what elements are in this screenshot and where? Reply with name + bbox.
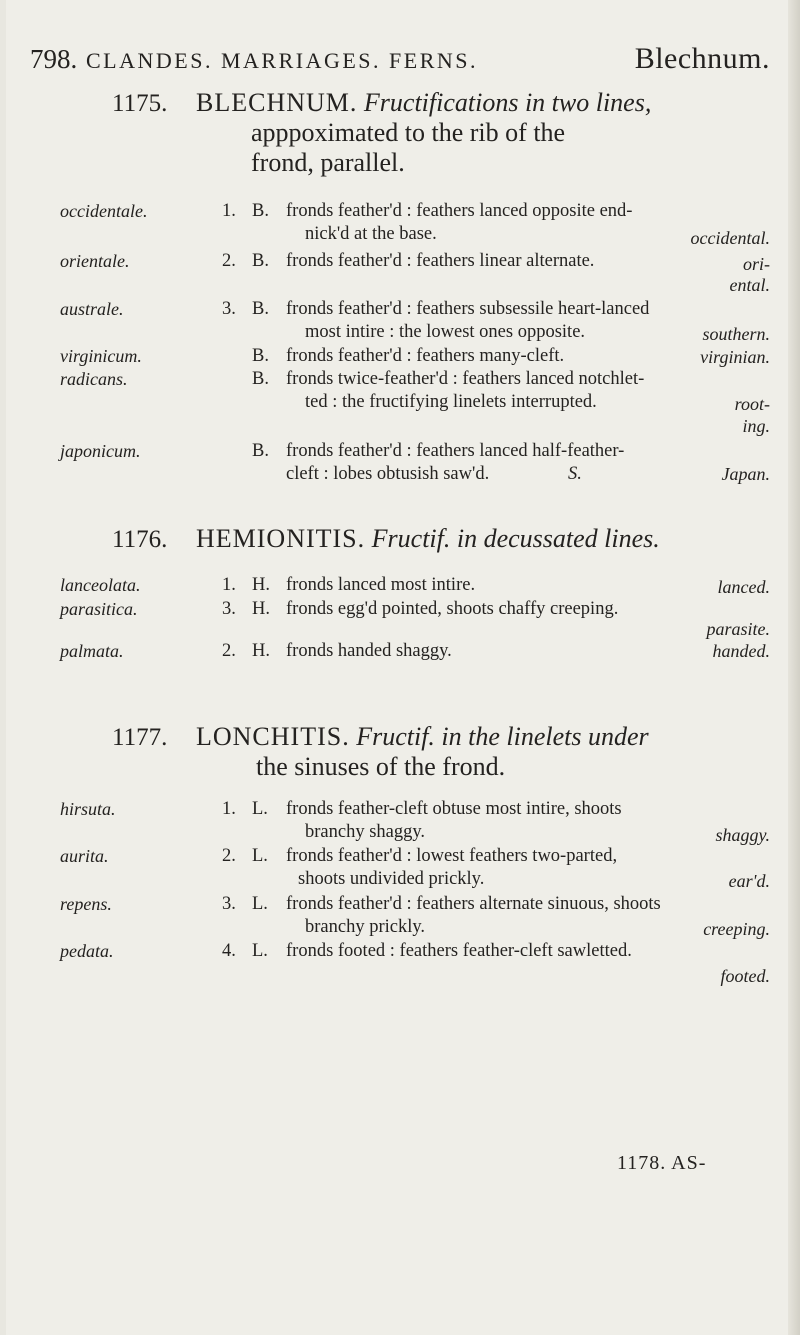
latin-name: lanceolata. (60, 575, 141, 595)
running-genus: Blechnum. (634, 42, 770, 75)
genus-number: 1177. (112, 724, 168, 751)
latin-name: japonicum. (60, 441, 141, 461)
genus-description: Fructif. in decussated lines. (371, 524, 660, 553)
english-name: parasite. (706, 619, 770, 639)
english-name: lanced. (717, 577, 770, 597)
english-name-cont: ental. (729, 275, 770, 295)
english-name: occidental. (690, 228, 770, 248)
species-description: fronds feather'd : feathers many-cleft. (286, 346, 565, 366)
species-description: fronds feather'd : feathers linear alternate. (286, 251, 595, 271)
english-name: Japan. (721, 464, 770, 484)
english-name: footed. (720, 966, 770, 986)
latin-name: repens. (60, 894, 112, 914)
genus-description: Fructifications in two lines, (363, 88, 652, 117)
genus-title (196, 524, 776, 554)
genus-name: BLECHNUM. (196, 88, 358, 117)
species-description: fronds feather-cleft obtuse most intire, shoots (286, 799, 622, 819)
genus-initial: B. (252, 201, 269, 221)
species-description: fronds feather'd : lowest feathers two-parted, (286, 846, 618, 866)
species-description-cont: cleft : lobes obtusish saw'd. (286, 464, 490, 484)
latin-name: hirsuta. (60, 799, 116, 819)
latin-name: aurita. (60, 846, 109, 866)
species-index: 3. (222, 894, 236, 914)
species-description-cont: branchy shaggy. (305, 822, 426, 842)
species-description: fronds footed : feathers feather-cleft sawletted. (286, 941, 632, 961)
genus-initial: H. (252, 599, 270, 619)
genus-initial: L. (252, 846, 268, 866)
latin-name: radicans. (60, 369, 128, 389)
species-index: 4. (222, 941, 236, 961)
english-name: southern. (702, 324, 770, 344)
species-index: 1. (222, 575, 236, 595)
genus-number: 1176. (112, 526, 168, 553)
english-name: creeping. (703, 919, 770, 939)
running-title: CLANDES. MARRIAGES. FERNS. (86, 48, 478, 73)
genus-initial: B. (252, 369, 269, 389)
genus-initial: L. (252, 799, 268, 819)
species-index: 3. (222, 299, 236, 319)
species-description: fronds feather'd : feathers lanced opposite end- (286, 201, 633, 221)
genus-initial: H. (252, 641, 270, 661)
genus-description-line2: the sinuses of the frond. (256, 752, 506, 781)
latin-name: pedata. (60, 941, 114, 961)
latin-name: parasitica. (60, 599, 138, 619)
genus-number: 1175. (112, 90, 168, 117)
species-description: fronds twice-feather'd : feathers lanced notchlet- (286, 369, 645, 389)
genus-title (196, 722, 776, 752)
page-right-edge (788, 0, 800, 1335)
species-index: 3. (222, 599, 236, 619)
latin-name: virginicum. (60, 346, 142, 366)
species-description: fronds feather'd : feathers lanced half-feather- (286, 441, 625, 461)
english-name-cont: ing. (742, 416, 770, 436)
species-index: 1. (222, 799, 236, 819)
english-name: ear'd. (728, 871, 770, 891)
genus-initial: B. (252, 299, 269, 319)
genus-title (196, 88, 776, 118)
english-name: handed. (712, 641, 770, 661)
genus-name: HEMIONITIS. (196, 524, 366, 553)
species-description: fronds feather'd : feathers subsessile heart-lanced (286, 299, 650, 319)
species-index: 2. (222, 251, 236, 271)
species-description-cont: nick'd at the base. (305, 224, 437, 244)
genus-initial: L. (252, 941, 268, 961)
running-header (30, 44, 770, 75)
catchword: 1178. AS- (617, 1152, 707, 1174)
page-number: 798. (30, 44, 78, 74)
latin-name: orientale. (60, 251, 130, 271)
genus-description: Fructif. in the linelets under (356, 722, 649, 751)
latin-name: australe. (60, 299, 124, 319)
genus-initial: B. (252, 441, 269, 461)
genus-description-line2: apppoximated to the rib of the (251, 118, 566, 147)
species-description: fronds lanced most intire. (286, 575, 476, 595)
genus-name: LONCHITIS. (196, 722, 350, 751)
english-name: root- (734, 394, 770, 414)
species-description: fronds feather'd : feathers alternate sinuous, shoots (286, 894, 661, 914)
species-description-cont: shoots undivided prickly. (298, 869, 485, 889)
species-description: fronds handed shaggy. (286, 641, 452, 661)
genus-initial: H. (252, 575, 270, 595)
page-left-edge (0, 0, 6, 1335)
genus-initial: L. (252, 894, 268, 914)
english-name: shaggy. (715, 825, 770, 845)
genus-description-line3: frond, parallel. (251, 148, 405, 177)
latin-name: palmata. (60, 641, 124, 661)
species-description-cont: ted : the fructifying linelets interrupted. (305, 392, 597, 412)
genus-initial: B. (252, 251, 269, 271)
latin-name: occidentale. (60, 201, 148, 221)
species-index: 2. (222, 846, 236, 866)
species-index: 2. (222, 641, 236, 661)
species-description-cont: branchy prickly. (305, 917, 426, 937)
genus-initial: B. (252, 346, 269, 366)
species-description: fronds egg'd pointed, shoots chaffy creeping. (286, 599, 619, 619)
author-mark: S. (568, 464, 582, 484)
species-description-cont: most intire : the lowest ones opposite. (305, 322, 586, 342)
species-index: 1. (222, 201, 236, 221)
english-name: ori- (743, 254, 770, 274)
english-name: virginian. (700, 347, 770, 367)
